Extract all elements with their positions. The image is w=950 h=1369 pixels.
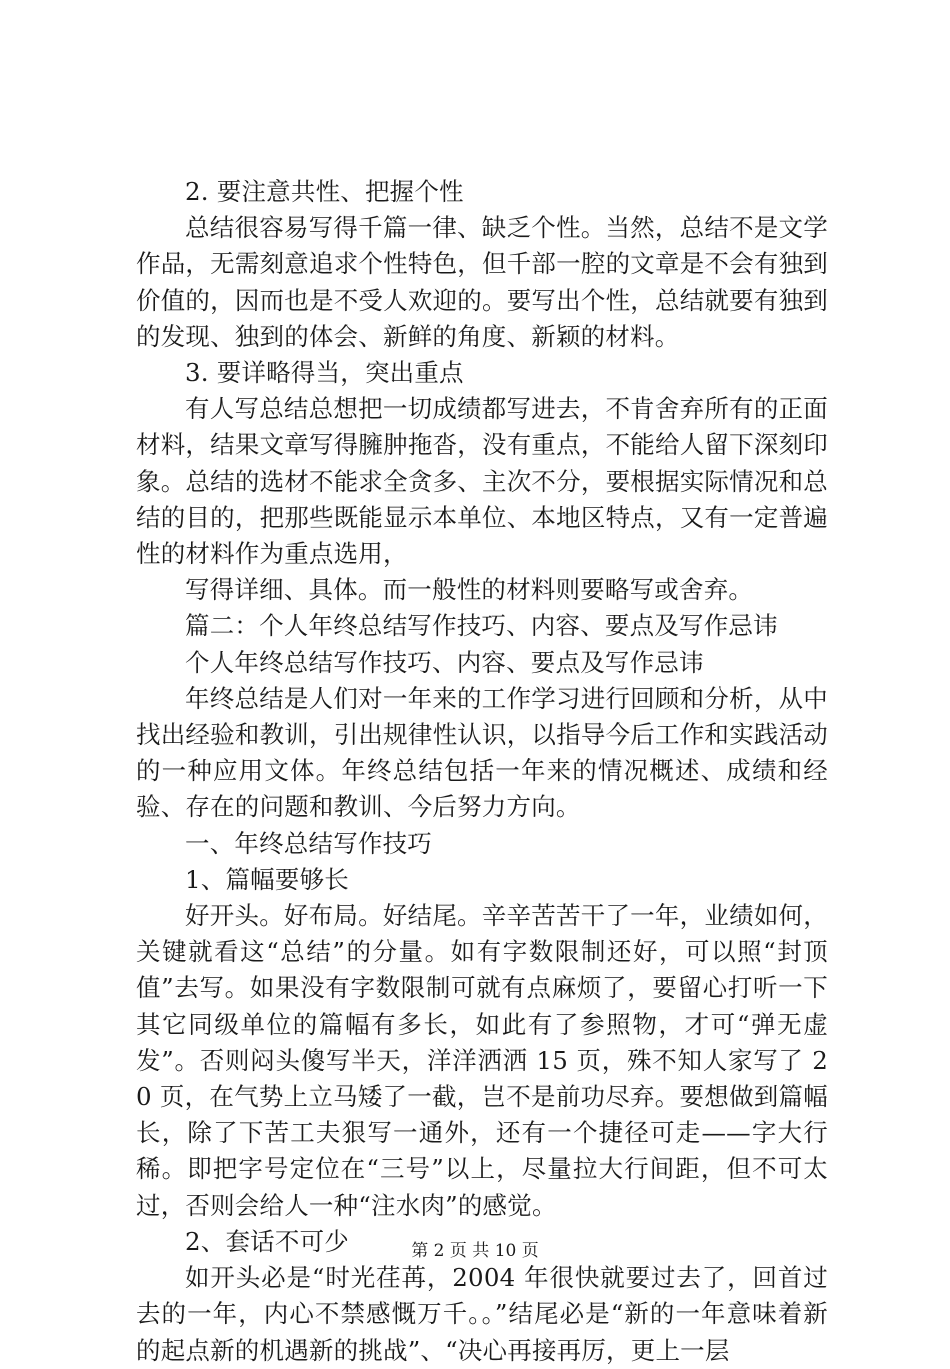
paragraph-length: 好开头。好布局。好结尾。辛辛苦苦干了一年，业绩如何，关键就看这“总结”的分量。如有字数限制还好，可以照“封顶值”去写。如果没有字数限制可就有点麻烦了，要留心打听一下其它同级单位的篇幅有多长，如此有了参照物，才可“弹无虚发”。否则闷头傻写半天，洋洋洒洒 15 页，殊不知人家写了 20 页，在气势上立马矮了一截，岂不是前功尽弃。要想做到篇幅长，除了下苦工夫狠写一通外，还有一个捷径可走——字大行稀。即把字号定位在“三号”以上，尽量拉大行间距，但不可太过，否则会给人一种“注水肉”的感觉。 (136, 901, 828, 1220)
document-body (136, 174, 828, 1369)
heading-emphasis: 3. 要详略得当，突出重点 (185, 358, 464, 388)
page-footer: 第 2 页 共 10 页 (411, 1241, 539, 1261)
heading-commonality: 2. 要注意共性、把握个性 (185, 177, 464, 206)
paragraph-definition: 年终总结是人们对一年来的工作学习进行回顾和分析，从中找出经验和教训，引出规律性认识，以指导今后工作和实践活动的一种应用文体。年终总结包括一年来的情况概述、成绩和经验、存在的问题和教训、今后努力方向。 (136, 683, 828, 822)
heading-writing-skills: 一、年终总结写作技巧 (185, 828, 432, 858)
paragraph-emphasis: 有人写总结总想把一切成绩都写进去，不肯舍弃所有的正面材料，结果文章写得臃肿拖沓，没有重点，不能给人留下深刻印象。总结的选材不能求全贪多、主次不分，要根据实际情况和总结的目的，把那些既能显示本单位、本地区特点，又有一定普遍性的材料作为重点选用， (136, 394, 828, 569)
heading-length: 1、篇幅要够长 (185, 864, 349, 894)
article-title: 个人年终总结写作技巧、内容、要点及写作忌讳 (185, 647, 704, 677)
paragraph-individuality: 总结很容易写得千篇一律、缺乏个性。当然，总结不是文学作品，无需刻意追求个性特色，但千部一腔的文章是不会有独到价值的，因而也是不受人欢迎的。要写出个性，总结就要有独到的发现、独到的体会、新鲜的角度、新颖的材料。 (136, 213, 828, 351)
section-title-part-two: 篇二：个人年终总结写作技巧、内容、要点及写作忌讳 (185, 611, 778, 641)
paragraph-detail: 写得详细、具体。而一般性的材料则要略写或舍弃。 (185, 575, 754, 605)
paragraph-cliches: 如开头必是“时光荏苒，2004 年很快就要过去了，回首过去的一年，内心不禁感慨万千。。”结尾必是“新的一年意味着新的起点新的机遇新的挑战”、“决心再接再厉，更上一层 (136, 1263, 828, 1365)
heading-cliches: 2、套话不可少 (185, 1226, 349, 1256)
